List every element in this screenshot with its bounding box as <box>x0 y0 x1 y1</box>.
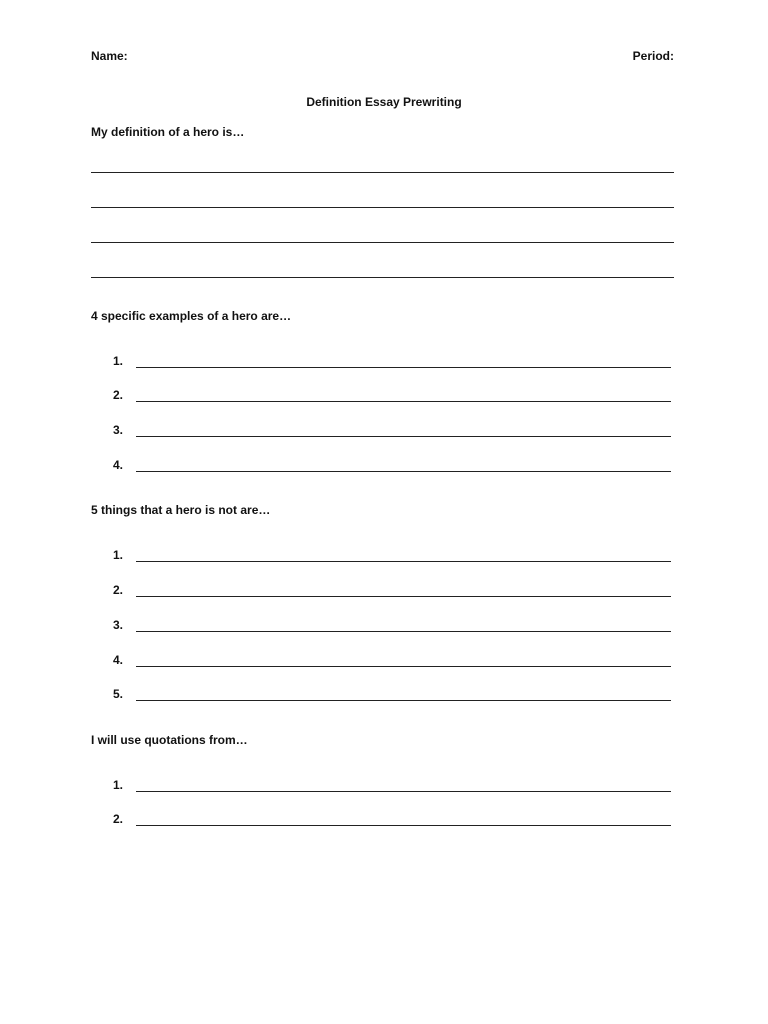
list-number: 1. <box>113 548 124 562</box>
prompt-hero-definition: My definition of a hero is… <box>91 125 245 139</box>
name-label: Name: <box>91 49 128 63</box>
blank-line[interactable] <box>91 277 674 278</box>
prompt-quotations: I will use quotations from… <box>91 733 248 747</box>
list-number: 3. <box>113 423 124 437</box>
answer-line[interactable] <box>136 596 671 597</box>
list-number: 2. <box>113 388 124 402</box>
document-title: Definition Essay Prewriting <box>306 95 462 109</box>
list-number: 4. <box>113 458 124 472</box>
answer-line[interactable] <box>136 436 671 437</box>
answer-line[interactable] <box>136 631 671 632</box>
list-number: 5. <box>113 687 124 701</box>
list-number: 3. <box>113 618 124 632</box>
list-number: 1. <box>113 354 124 368</box>
blank-line[interactable] <box>91 207 674 208</box>
answer-line[interactable] <box>136 666 671 667</box>
answer-line[interactable] <box>136 700 671 701</box>
prompt-hero-is-not: 5 things that a hero is not are… <box>91 503 271 517</box>
list-number: 2. <box>113 583 124 597</box>
answer-line[interactable] <box>136 471 671 472</box>
answer-line[interactable] <box>136 791 671 792</box>
list-number: 2. <box>113 812 124 826</box>
answer-line[interactable] <box>136 825 671 826</box>
list-number: 1. <box>113 778 124 792</box>
blank-line[interactable] <box>91 172 674 173</box>
prompt-hero-examples: 4 specific examples of a hero are… <box>91 309 292 323</box>
list-number: 4. <box>113 653 124 667</box>
blank-line[interactable] <box>91 242 674 243</box>
answer-line[interactable] <box>136 401 671 402</box>
answer-line[interactable] <box>136 561 671 562</box>
period-label: Period: <box>632 49 674 63</box>
answer-line[interactable] <box>136 367 671 368</box>
